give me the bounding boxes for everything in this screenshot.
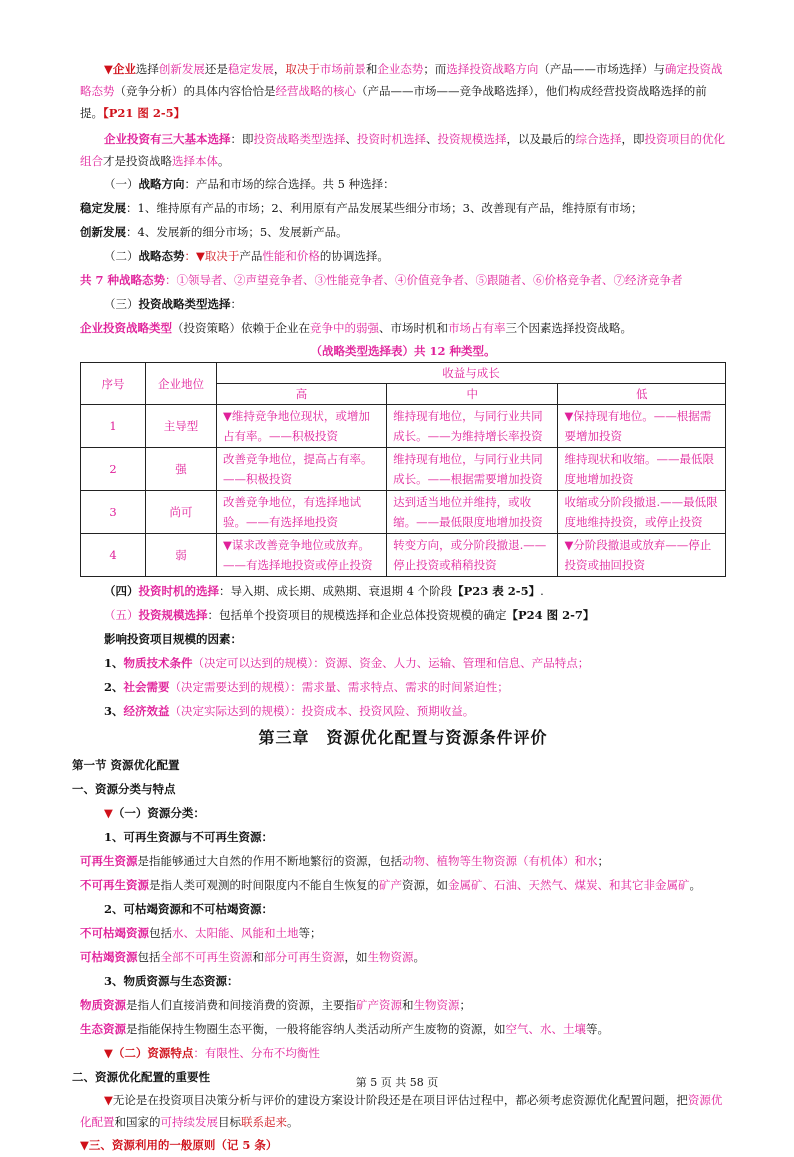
text-run: 战略方向 xyxy=(138,177,185,191)
text-run: ： xyxy=(230,297,242,311)
text-run: ，如 xyxy=(344,950,368,964)
text-run: （二） xyxy=(104,249,139,263)
text-run: ； xyxy=(597,854,609,868)
text-run: 稳定发展 xyxy=(227,62,274,76)
text-run: 创新发展 xyxy=(158,62,205,76)
text-run: ：产品和市场的综合选择。共 5 种选择： xyxy=(184,177,395,191)
text-run: 资源，如 xyxy=(402,878,448,892)
line-strategy-type xyxy=(80,292,726,316)
column-header-high: 高 xyxy=(217,384,387,405)
text-run: 包括 xyxy=(137,950,161,964)
text-run: （决定可以达到的规模）：资源、资金、人力、运输、管理和信息、产品特点； xyxy=(192,656,590,670)
text-run: 物质资源 xyxy=(80,998,126,1012)
text-run: 生物资源 xyxy=(413,998,460,1012)
text-run: 金属矿、石油、天然气、煤炭、和其它非金属矿 xyxy=(448,878,690,892)
line-stable-development xyxy=(80,196,726,220)
text-run: 资源优化配置 xyxy=(80,1093,723,1129)
text-run: （四） xyxy=(104,584,139,598)
subsection-title: 一、资源分类与特点 xyxy=(72,782,176,796)
text-run: 可枯竭资源 xyxy=(80,950,138,964)
text-run: ：包括单个投资项目的规模选择和企业总体投资规模的确定 xyxy=(207,608,507,622)
text-run: 等。 xyxy=(586,1022,609,1036)
column-header-mid: 中 xyxy=(387,384,558,405)
line-material-heading: 3、物质资源与生态资源： xyxy=(104,974,239,988)
text-run: 。 xyxy=(413,950,425,964)
table-cell: 转变方向，或分阶段撤退.——停止投资或稍稍投资 xyxy=(387,534,558,577)
text-run: （五） xyxy=(104,608,139,622)
text-run: 和 xyxy=(365,62,378,76)
text-run: ：导入期、成长期、成熟期、衰退期 4 个阶段 xyxy=(219,584,453,598)
line-nonrenewable-def xyxy=(80,873,726,897)
text-run: ▼企业 xyxy=(104,62,136,76)
table-cell: 主导型 xyxy=(146,405,217,448)
text-run: 选择投资战略方向 xyxy=(446,62,539,76)
text-run: （产品——市场选择）与 xyxy=(538,62,665,76)
text-run: （一） xyxy=(104,177,139,191)
subsection-title: ▼三、资源利用的一般原则（记 5 条） xyxy=(80,1138,278,1152)
text-run: 投资战略类型选择 xyxy=(253,132,346,146)
text-run: 、 xyxy=(345,132,357,146)
text-run: 生态资源 xyxy=(80,1022,126,1036)
text-run: 物质技术条件 xyxy=(123,656,193,670)
text-run: 战略态势 xyxy=(138,249,185,263)
text-run: 选择 xyxy=(135,62,159,76)
text-run: （产品——市场——竞争战略选择），他们构成经营投资战略选择的前提。 xyxy=(80,84,707,120)
line-strategy-direction xyxy=(80,172,726,196)
line-factor-1 xyxy=(80,651,726,675)
paragraph-three-choices xyxy=(80,128,726,172)
paragraph-strategy-choice xyxy=(80,58,726,124)
text-run: 水、太阳能、风能和土地 xyxy=(172,926,299,940)
line-factor-2 xyxy=(80,675,726,699)
text-run: 确定投资战略态势 xyxy=(80,62,723,98)
text-run: ， xyxy=(273,62,286,76)
line-exhaustible-heading: 2、可枯竭资源和不可枯竭资源： xyxy=(104,902,273,916)
text-run: ：有限性、分布不均衡性 xyxy=(193,1046,320,1060)
line-renewable-def xyxy=(80,849,726,873)
subsection-title: 二、资源优化配置的重要性 xyxy=(72,1070,210,1084)
line-investment-timing xyxy=(80,579,726,603)
text-run: 和 xyxy=(252,950,264,964)
page-content xyxy=(72,58,726,1157)
text-run: ： xyxy=(193,806,205,820)
line-renewable-heading: 1、可再生资源与不可再生资源： xyxy=(104,830,273,844)
table-cell: ▼保持现有地位。——根据需要增加投资 xyxy=(558,405,726,448)
text-run: （决定实际达到的规模）：投资成本、投资风险、预期收益。 xyxy=(169,704,475,718)
table-cell: 维持现有地位，与同行业共同成长。——根据需要增加投资 xyxy=(387,448,558,491)
column-header-low: 低 xyxy=(558,384,726,405)
text-run: ：▼ xyxy=(184,249,205,263)
line-strategy-posture xyxy=(80,244,726,268)
text-run: 投资规模选择 xyxy=(138,608,208,622)
text-run: 稳定发展 xyxy=(80,201,126,215)
text-run: 。 xyxy=(218,154,230,168)
text-run: 和 xyxy=(402,998,414,1012)
text-run: 动物、植物等生物资源（有机体）和水 xyxy=(402,854,598,868)
text-run: 竞争中的弱强 xyxy=(310,321,379,335)
text-run: ，以及最后的 xyxy=(506,132,576,146)
table-row xyxy=(81,534,726,577)
text-run: 投资时机选择 xyxy=(357,132,426,146)
text-run: 联系起来 xyxy=(241,1115,287,1129)
table-cell: 维持现状和收缩。——最低限度地增加投资 xyxy=(558,448,726,491)
text-run: （投资策略）依赖于企业在 xyxy=(172,321,310,335)
text-run: 的协调选择。 xyxy=(319,249,389,263)
table-cell: 1 xyxy=(81,405,146,448)
paragraph-optimization-importance xyxy=(80,1089,726,1133)
text-run: ▼ xyxy=(104,1093,113,1107)
text-run: 不可再生资源 xyxy=(80,878,149,892)
table-cell: 2 xyxy=(81,448,146,491)
line-resource-traits xyxy=(80,1041,726,1065)
text-run: ▼ xyxy=(104,806,113,820)
text-run: 可再生资源 xyxy=(80,854,138,868)
figure-reference: 【P21 图 2-5】 xyxy=(103,106,186,120)
text-run: 全部不可再生资源 xyxy=(160,950,253,964)
table-cell: 改善竞争地位，有选择地试验。——有选择地投资 xyxy=(217,491,387,534)
text-run: 。 xyxy=(689,878,701,892)
section-title: 第一节 资源优化配置 xyxy=(72,758,180,772)
text-run: 和国家的 xyxy=(114,1115,161,1129)
text-run: 2、 xyxy=(104,680,124,694)
text-run: ；而 xyxy=(423,62,447,76)
text-run: 选择本体 xyxy=(172,154,218,168)
text-run: 矿产 xyxy=(379,878,402,892)
text-run: 矿产资源 xyxy=(356,998,402,1012)
line-investment-scale xyxy=(80,603,726,627)
text-run: ：1、维持原有产品的市场；2、利用原有产品发展某些细分市场；3、改善现有产品，维持原有市场； xyxy=(126,201,643,215)
table-cell: 3 xyxy=(81,491,146,534)
line-scale-factors-title: 影响投资项目规模的因素： xyxy=(104,632,242,646)
text-run: 取决于 xyxy=(204,249,240,263)
column-group-header: 收益与成长 xyxy=(217,363,726,384)
text-run: ：即 xyxy=(230,132,254,146)
line-exhaustible-def xyxy=(80,945,726,969)
text-run: 包括 xyxy=(149,926,172,940)
text-run: 企业态势 xyxy=(377,62,424,76)
table-cell: ▼维持竞争地位现状，或增加占有率。——积极投资 xyxy=(217,405,387,448)
table-cell: ▼谋求改善竞争地位或放弃。——有选择地投资或停止投资 xyxy=(217,534,387,577)
line-ecological-def xyxy=(80,1017,726,1041)
text-run: 性能和价格 xyxy=(262,249,320,263)
text-run: （三） xyxy=(104,297,139,311)
text-run: 才是投资战略 xyxy=(103,154,172,168)
chapter-title: 第三章 资源优化配置与资源条件评价 xyxy=(258,728,548,747)
text-run: （一）资源分类 xyxy=(112,806,194,820)
text-run: （决定需要达到的规模）：需求量、需求特点、需求的时间紧迫性； xyxy=(169,680,509,694)
table-cell: 弱 xyxy=(146,534,217,577)
table-cell: 维持现有地位，与同行业共同成长。——为维持增长率投资 xyxy=(387,405,558,448)
text-run: 企业投资战略类型 xyxy=(80,321,172,335)
text-run: 投资项目的优化组合 xyxy=(80,132,725,168)
text-run: 是指能保持生物圈生态平衡，一般将能容纳人类活动所产生废物的资源，如 xyxy=(126,1022,506,1036)
text-run: 、 xyxy=(426,132,438,146)
text-run: 投资时机的选择 xyxy=(138,584,219,598)
text-run: 经济效益 xyxy=(123,704,170,718)
line-seven-postures xyxy=(80,268,726,292)
line-resource-classification xyxy=(80,801,726,825)
text-run: ，即 xyxy=(621,132,645,146)
text-run: 生物资源 xyxy=(367,950,414,964)
text-run: ▼（二）资源特点 xyxy=(104,1046,194,1060)
table-cell: 尚可 xyxy=(146,491,217,534)
text-run: 不可枯竭资源 xyxy=(80,926,149,940)
text-run: 经营战略的核心 xyxy=(275,84,356,98)
table-caption: （战略类型选择表）共 12 种类型。 xyxy=(310,344,496,358)
line-material-def xyxy=(80,993,726,1017)
text-run: 是指人们直接消费和间接消费的资源，主要指 xyxy=(126,998,356,1012)
text-run: 市场前景 xyxy=(319,62,366,76)
table-cell: ▼分阶段撤退或放弃——停止投资或抽回投资 xyxy=(558,534,726,577)
text-run: 还是 xyxy=(204,62,228,76)
column-header-number: 序号 xyxy=(81,363,146,405)
text-run: 无论是在投资项目决策分析与评价的建设方案设计阶段还是在项目评估过程中，都必须考虑资源优化配置问题，把 xyxy=(112,1093,688,1107)
line-inexhaustible-def xyxy=(80,921,726,945)
text-run: 市场占有率 xyxy=(448,321,506,335)
text-run: 3、 xyxy=(104,704,124,718)
text-run: 部分可再生资源 xyxy=(264,950,345,964)
table-cell: 改善竞争地位，提高占有率。——积极投资 xyxy=(217,448,387,491)
text-run: 1、 xyxy=(104,656,124,670)
text-run: （竞争分析）的具体内容恰恰是 xyxy=(114,84,276,98)
text-run: 是指人类可观测的时间限度内不能自生恢复的 xyxy=(149,878,379,892)
table-cell: 达到适当地位并维持，或收缩。——最低限度地增加投资 xyxy=(387,491,558,534)
table-row xyxy=(81,405,726,448)
line-innovative-development xyxy=(80,220,726,244)
text-run: . xyxy=(540,584,544,598)
text-run: ：4、发展新的细分市场；5、发展新产品。 xyxy=(126,225,348,239)
text-run: 、市场时机和 xyxy=(379,321,448,335)
text-run: ：①领导者、②声望竞争者、③性能竞争者、④价值竞争者、⑤跟随者、⑥价格竞争者、⑦经济竞争者 xyxy=(165,273,683,287)
page-footer: 第 5 页 共 58 页 xyxy=(355,1076,439,1089)
text-run: 可持续发展 xyxy=(160,1115,218,1129)
table-reference: 【P23 表 2-5】 xyxy=(452,584,541,598)
text-run: 投资规模选择 xyxy=(437,132,507,146)
table-row xyxy=(81,491,726,534)
text-run: 空气、水、土壤 xyxy=(505,1022,586,1036)
text-run: ； xyxy=(459,998,471,1012)
text-run: 企业投资有三大基本选择 xyxy=(104,132,231,146)
text-run: 社会需要 xyxy=(123,680,170,694)
table-cell: 收缩或分阶段撤退.——最低限度地维持投资，或停止投资 xyxy=(558,491,726,534)
text-run: 综合选择 xyxy=(575,132,622,146)
line-strategy-type-desc xyxy=(80,316,726,340)
text-run: 三个因素选择投资战略。 xyxy=(505,321,632,335)
text-run: 是指能够通过大自然的作用不断地繁衍的资源，包括 xyxy=(137,854,402,868)
text-run: 投资战略类型选择 xyxy=(138,297,231,311)
text-run: 等； xyxy=(298,926,322,940)
table-cell: 4 xyxy=(81,534,146,577)
text-run: 共 7 种战略态势 xyxy=(80,273,166,287)
table-cell: 强 xyxy=(146,448,217,491)
text-run: 取决于 xyxy=(285,62,320,76)
text-run: 创新发展 xyxy=(80,225,126,239)
text-run: 产品 xyxy=(239,249,263,263)
table-row xyxy=(81,448,726,491)
text-run: 目标 xyxy=(218,1115,241,1129)
column-header-position: 企业地位 xyxy=(146,363,217,405)
text-run: 。 xyxy=(287,1115,299,1129)
figure-reference: 【P24 图 2-7】 xyxy=(506,608,595,622)
strategy-type-table xyxy=(80,362,726,577)
line-factor-3 xyxy=(80,699,726,723)
